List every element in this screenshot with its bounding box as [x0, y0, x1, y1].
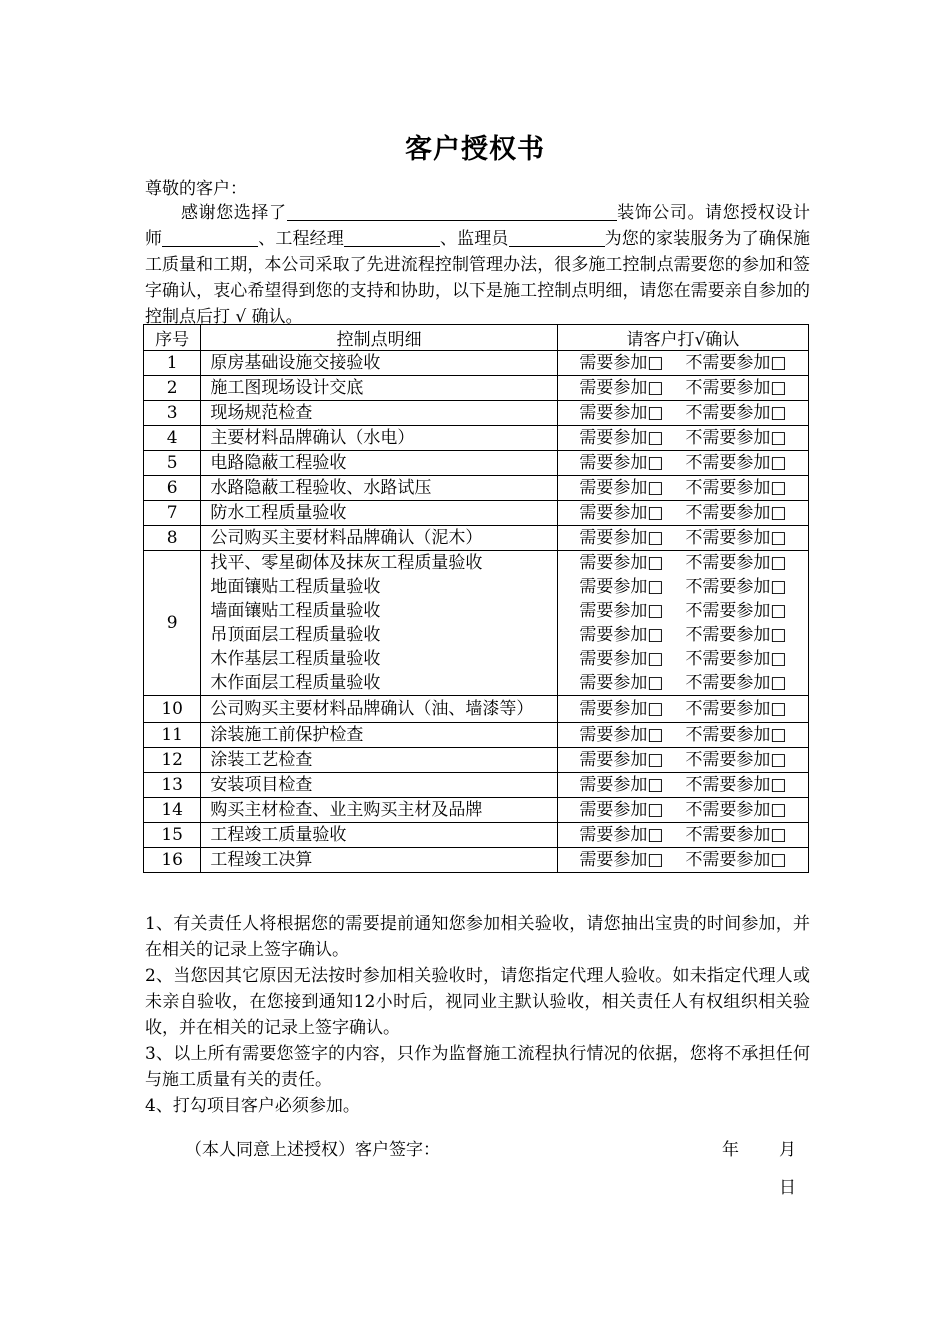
intro-text-4: 、监理员: [439, 229, 509, 249]
signature-label: （本人同意上述授权）客户签字：: [185, 1140, 440, 1160]
confirm-options: [557, 748, 808, 773]
no-need-attend-checkbox[interactable]: 不需要参加□: [685, 673, 787, 693]
manager-blank[interactable]: [344, 228, 440, 247]
table-row: [144, 501, 809, 526]
need-attend-checkbox[interactable]: 需要参加□: [579, 478, 664, 498]
confirm-options: [557, 671, 808, 696]
row-number: 13: [144, 773, 201, 798]
table-row: [144, 599, 809, 623]
note-3: 3、以上所有需要您签字的内容，只作为监督施工流程执行情况的依据，您将不承担任何与施工质量有关的责任。: [145, 1044, 810, 1090]
table-row: [144, 376, 809, 401]
no-need-attend-checkbox[interactable]: 不需要参加□: [685, 577, 787, 597]
need-attend-checkbox[interactable]: 需要参加□: [579, 649, 664, 669]
no-need-attend-checkbox[interactable]: 不需要参加□: [685, 453, 787, 473]
need-attend-checkbox[interactable]: 需要参加□: [579, 428, 664, 448]
need-attend-checkbox[interactable]: 需要参加□: [579, 775, 664, 795]
no-need-attend-checkbox[interactable]: 不需要参加□: [685, 428, 787, 448]
header-confirm: 请客户打√确认: [557, 325, 808, 351]
row-number: 4: [144, 426, 201, 451]
table-row: [144, 476, 809, 501]
need-attend-checkbox[interactable]: 需要参加□: [579, 453, 664, 473]
intro-text-2: 装饰公司。请您授权设计师: [145, 203, 811, 249]
row-number: 9: [144, 551, 201, 696]
table-row: [144, 401, 809, 426]
no-need-attend-checkbox[interactable]: 不需要参加□: [685, 528, 787, 548]
need-attend-checkbox[interactable]: 需要参加□: [579, 673, 664, 693]
row-number: 15: [144, 823, 201, 848]
confirm-options: [557, 451, 808, 476]
no-need-attend-checkbox[interactable]: 不需要参加□: [685, 775, 787, 795]
control-point-item: 施工图现场设计交底: [201, 376, 558, 401]
table-row: [144, 696, 809, 723]
no-need-attend-checkbox[interactable]: 不需要参加□: [685, 750, 787, 770]
need-attend-checkbox[interactable]: 需要参加□: [579, 800, 664, 820]
row-number: 6: [144, 476, 201, 501]
notes-section: [145, 911, 810, 1119]
table-row: [144, 426, 809, 451]
no-need-attend-checkbox[interactable]: 不需要参加□: [685, 825, 787, 845]
need-attend-checkbox[interactable]: 需要参加□: [579, 553, 664, 573]
no-need-attend-checkbox[interactable]: 不需要参加□: [685, 725, 787, 745]
need-attend-checkbox[interactable]: 需要参加□: [579, 699, 664, 719]
confirm-options: [557, 575, 808, 599]
date-day: 日: [779, 1178, 796, 1198]
table-header-row: [144, 325, 809, 351]
date-year: 年: [722, 1140, 739, 1160]
table-row: [144, 723, 809, 748]
confirm-options: [557, 696, 808, 723]
table-row: [144, 848, 809, 873]
table-body: [144, 351, 809, 873]
table-row: [144, 451, 809, 476]
need-attend-checkbox[interactable]: 需要参加□: [579, 750, 664, 770]
control-point-item: 水路隐蔽工程验收、水路试压: [201, 476, 558, 501]
table-row: [144, 748, 809, 773]
intro-paragraph: [145, 200, 810, 330]
control-point-item: 现场规范检查: [201, 401, 558, 426]
control-point-item: 涂装施工前保护检查: [201, 723, 558, 748]
control-point-item: 原房基础设施交接验收: [201, 351, 558, 376]
row-number: 14: [144, 798, 201, 823]
need-attend-checkbox[interactable]: 需要参加□: [579, 850, 664, 870]
header-control-point: 控制点明细: [201, 325, 558, 351]
control-point-item: 找平、零星砌体及抹灰工程质量验收: [201, 551, 558, 576]
note-1: 1、有关责任人将根据您的需要提前通知您参加相关验收，请您抽出宝贵的时间参加，并在相关的记录上签字确认。: [145, 914, 810, 960]
no-need-attend-checkbox[interactable]: 不需要参加□: [685, 353, 787, 373]
document-title: 客户授权书: [405, 134, 545, 165]
table-row: [144, 671, 809, 696]
need-attend-checkbox[interactable]: 需要参加□: [579, 825, 664, 845]
note-4: 4、打勾项目客户必须参加。: [145, 1096, 360, 1116]
greeting: 尊敬的客户：: [145, 179, 247, 199]
confirm-options: [557, 376, 808, 401]
table-row: [144, 798, 809, 823]
need-attend-checkbox[interactable]: 需要参加□: [579, 625, 664, 645]
control-point-item: 墙面镶贴工程质量验收: [201, 599, 558, 623]
intro-text-1: 感谢您选择了: [181, 203, 287, 223]
confirm-options: [557, 798, 808, 823]
control-point-table: [143, 324, 809, 873]
confirm-options: [557, 623, 808, 647]
no-need-attend-checkbox[interactable]: 不需要参加□: [685, 378, 787, 398]
confirm-options: [557, 848, 808, 873]
supervisor-blank[interactable]: [509, 228, 605, 247]
control-point-item: 工程竣工决算: [201, 848, 558, 873]
confirm-options: [557, 551, 808, 576]
row-number: 2: [144, 376, 201, 401]
confirm-options: [557, 401, 808, 426]
table-row: [144, 623, 809, 647]
no-need-attend-checkbox[interactable]: 不需要参加□: [685, 625, 787, 645]
intro-text-5: 为您的家装服务为了确保施工质量和工期，本公司采取了先进流程控制管理办法，很多施工控制点需要您的参加和签字确认，衷心希望得到您的支持和协助，以下是施工控制点明细，请您在需要亲自参加的控制点后打 √ 确认。: [145, 229, 810, 327]
intro-text-3: 、工程经理: [258, 229, 344, 249]
need-attend-checkbox[interactable]: 需要参加□: [579, 378, 664, 398]
confirm-options: [557, 501, 808, 526]
confirm-options: [557, 723, 808, 748]
control-point-item: 购买主材检查、业主购买主材及品牌: [201, 798, 558, 823]
control-point-item: 吊顶面层工程质量验收: [201, 623, 558, 647]
date-month: 月: [779, 1140, 796, 1160]
row-number: 1: [144, 351, 201, 376]
table-row: [144, 351, 809, 376]
table-row: [144, 773, 809, 798]
confirm-options: [557, 476, 808, 501]
company-name-blank[interactable]: [287, 202, 617, 221]
row-number: 3: [144, 401, 201, 426]
control-point-item: 公司购买主要材料品牌确认（泥木）: [201, 526, 558, 551]
no-need-attend-checkbox[interactable]: 不需要参加□: [685, 800, 787, 820]
control-point-item: 电路隐蔽工程验收: [201, 451, 558, 476]
confirm-options: [557, 351, 808, 376]
control-point-item: 主要材料品牌确认（水电）: [201, 426, 558, 451]
no-need-attend-checkbox[interactable]: 不需要参加□: [685, 649, 787, 669]
row-number: 7: [144, 501, 201, 526]
control-point-item: 木作面层工程质量验收: [201, 671, 558, 696]
table-row: [144, 647, 809, 671]
need-attend-checkbox[interactable]: 需要参加□: [579, 403, 664, 423]
need-attend-checkbox[interactable]: 需要参加□: [579, 528, 664, 548]
table-row: [144, 823, 809, 848]
table-row: [144, 551, 809, 576]
confirm-options: [557, 773, 808, 798]
header-number: 序号: [144, 325, 201, 351]
designer-blank[interactable]: [162, 228, 258, 247]
confirm-options: [557, 526, 808, 551]
row-number: 10: [144, 696, 201, 723]
control-point-item: 公司购买主要材料品牌确认（油、墙漆等）: [201, 696, 558, 723]
need-attend-checkbox[interactable]: 需要参加□: [579, 725, 664, 745]
no-need-attend-checkbox[interactable]: 不需要参加□: [685, 699, 787, 719]
control-point-item: 木作基层工程质量验收: [201, 647, 558, 671]
no-need-attend-checkbox[interactable]: 不需要参加□: [685, 503, 787, 523]
need-attend-checkbox[interactable]: 需要参加□: [579, 353, 664, 373]
note-2: 2、当您因其它原因无法按时参加相关验收时，请您指定代理人验收。如未指定代理人或未亲自验收，在您接到通知12小时后，视同业主默认验收，相关责任人有权组织相关验收，并在相关的记录上签字确认。: [145, 966, 810, 1038]
need-attend-checkbox[interactable]: 需要参加□: [579, 503, 664, 523]
row-number: 8: [144, 526, 201, 551]
control-point-item: 防水工程质量验收: [201, 501, 558, 526]
no-need-attend-checkbox[interactable]: 不需要参加□: [685, 403, 787, 423]
confirm-options: [557, 823, 808, 848]
confirm-options: [557, 599, 808, 623]
row-number: 12: [144, 748, 201, 773]
control-point-item: 涂装工艺检查: [201, 748, 558, 773]
control-point-item: 工程竣工质量验收: [201, 823, 558, 848]
no-need-attend-checkbox[interactable]: 不需要参加□: [685, 553, 787, 573]
control-point-item: 地面镶贴工程质量验收: [201, 575, 558, 599]
control-point-item: 安装项目检查: [201, 773, 558, 798]
no-need-attend-checkbox[interactable]: 不需要参加□: [685, 850, 787, 870]
no-need-attend-checkbox[interactable]: 不需要参加□: [685, 601, 787, 621]
row-number: 11: [144, 723, 201, 748]
row-number: 5: [144, 451, 201, 476]
need-attend-checkbox[interactable]: 需要参加□: [579, 601, 664, 621]
table-row: [144, 526, 809, 551]
table-row: [144, 575, 809, 599]
no-need-attend-checkbox[interactable]: 不需要参加□: [685, 478, 787, 498]
need-attend-checkbox[interactable]: 需要参加□: [579, 577, 664, 597]
confirm-options: [557, 426, 808, 451]
confirm-options: [557, 647, 808, 671]
row-number: 16: [144, 848, 201, 873]
